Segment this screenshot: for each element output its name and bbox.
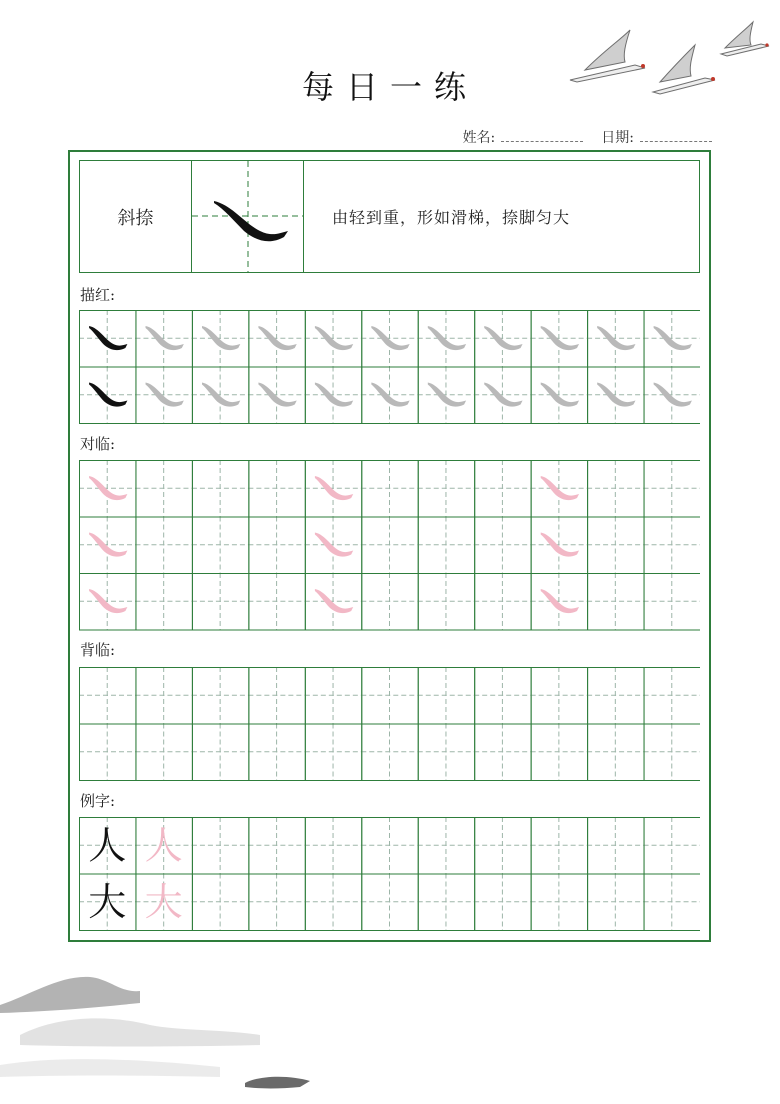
grid-cell[interactable] [305, 874, 362, 931]
grid-cell[interactable] [418, 517, 475, 574]
grid-cell[interactable] [474, 517, 531, 574]
grid-cell[interactable] [531, 367, 588, 424]
grid-cell[interactable] [79, 573, 136, 630]
grid-cell[interactable] [361, 667, 418, 724]
grid-cell[interactable] [248, 367, 305, 424]
name-blank[interactable] [501, 132, 583, 142]
grid-cell[interactable] [192, 667, 249, 724]
grid-cell[interactable] [418, 460, 475, 517]
trace-grid[interactable] [79, 310, 700, 424]
stroke-demo-glyph [192, 161, 304, 272]
grid-cell[interactable] [135, 874, 192, 931]
example-char: 人 [88, 823, 127, 868]
grid-cell[interactable] [587, 667, 644, 724]
grid-cell[interactable] [644, 310, 700, 367]
grid-cell[interactable] [361, 460, 418, 517]
grid-cell[interactable] [248, 667, 305, 724]
grid-cell[interactable] [135, 724, 192, 781]
grid-cell[interactable] [135, 667, 192, 724]
name-label: 姓名: [462, 130, 496, 146]
date-field[interactable] [601, 127, 712, 147]
grid-cell[interactable] [192, 310, 249, 367]
page-title: 每日一练 [301, 68, 478, 106]
stroke-description: 由轻到重，形如滑梯，捺脚匀大 [332, 208, 571, 227]
grid-cell[interactable] [418, 817, 475, 874]
grid-cell[interactable] [79, 874, 136, 931]
stroke-header [79, 160, 700, 273]
grid-cell[interactable] [305, 460, 362, 517]
grid-cell[interactable] [361, 573, 418, 630]
grid-cell[interactable] [474, 310, 531, 367]
grid-cell[interactable] [361, 367, 418, 424]
grid-cell[interactable] [361, 817, 418, 874]
grid-cell[interactable] [248, 573, 305, 630]
stroke-name: 斜捺 [80, 161, 192, 272]
grid-cell[interactable] [418, 573, 475, 630]
grid-cell[interactable] [644, 517, 700, 574]
grid-cell[interactable] [79, 367, 136, 424]
grid-cell[interactable] [644, 667, 700, 724]
grid-cell[interactable] [644, 573, 700, 630]
grid-cell[interactable] [361, 310, 418, 367]
grid-cell[interactable] [474, 367, 531, 424]
copy-grid[interactable] [79, 460, 700, 631]
date-blank[interactable] [640, 132, 712, 142]
grid-cell[interactable] [135, 573, 192, 630]
grid-cell[interactable] [587, 367, 644, 424]
grid-cell[interactable] [587, 573, 644, 630]
grid-cell[interactable] [531, 573, 588, 630]
recall-grid[interactable] [79, 667, 700, 781]
date-label: 日期: [601, 130, 634, 146]
grid-cell[interactable] [305, 573, 362, 630]
grid-cell[interactable] [79, 310, 136, 367]
grid-cell[interactable] [531, 460, 588, 517]
grid-cell[interactable] [531, 667, 588, 724]
grid-cell[interactable] [192, 460, 249, 517]
grid-cell[interactable] [192, 573, 249, 630]
grid-cell[interactable] [135, 310, 192, 367]
grid-cell[interactable] [248, 517, 305, 574]
example-char-trace: 大 [144, 879, 183, 924]
grid-cell[interactable] [79, 517, 136, 574]
crane-illustration [565, 10, 775, 95]
grid-cell[interactable] [192, 367, 249, 424]
grid-cell[interactable] [644, 817, 700, 874]
grid-cell[interactable] [474, 817, 531, 874]
grid-cell[interactable] [79, 724, 136, 781]
grid-cell[interactable] [192, 517, 249, 574]
grid-cell[interactable] [361, 724, 418, 781]
grid-cell[interactable] [644, 874, 700, 931]
grid-cell[interactable] [474, 667, 531, 724]
grid-cell[interactable] [418, 367, 475, 424]
grid-cell[interactable] [79, 460, 136, 517]
grid-cell[interactable] [361, 517, 418, 574]
grid-cell[interactable] [644, 460, 700, 517]
grid-cell[interactable] [305, 817, 362, 874]
grid-cell[interactable] [474, 460, 531, 517]
grid-cell[interactable] [418, 667, 475, 724]
grid-cell[interactable] [248, 874, 305, 931]
grid-cell[interactable] [418, 724, 475, 781]
grid-cell[interactable] [531, 310, 588, 367]
grid-cell[interactable] [474, 874, 531, 931]
grid-cell[interactable] [79, 817, 136, 874]
grid-cell[interactable] [192, 817, 249, 874]
grid-cell[interactable] [305, 367, 362, 424]
grid-cell[interactable] [135, 517, 192, 574]
grid-cell[interactable] [305, 310, 362, 367]
stroke-demo-cell [192, 161, 304, 272]
example-char-trace: 人 [144, 823, 183, 868]
grid-cell[interactable] [192, 874, 249, 931]
grid-cell[interactable] [531, 874, 588, 931]
grid-cell[interactable] [587, 460, 644, 517]
grid-cell[interactable] [305, 667, 362, 724]
section-label-recall: 背临: [80, 641, 116, 659]
grid-cell[interactable] [531, 517, 588, 574]
grid-cell[interactable] [587, 517, 644, 574]
grid-cell[interactable] [531, 724, 588, 781]
grid-cell[interactable] [474, 724, 531, 781]
grid-cell[interactable] [644, 367, 700, 424]
student-info [463, 127, 712, 147]
grid-cell[interactable] [305, 724, 362, 781]
section-label-copy: 对临: [80, 435, 116, 453]
landscape-illustration [0, 955, 330, 1104]
examples-grid[interactable] [79, 817, 700, 931]
grid-cell[interactable] [248, 310, 305, 367]
grid-cell[interactable] [418, 874, 475, 931]
grid-cell[interactable] [135, 817, 192, 874]
grid-cell[interactable] [361, 874, 418, 931]
grid-cell[interactable] [587, 874, 644, 931]
grid-cell[interactable] [248, 460, 305, 517]
grid-cell[interactable] [644, 724, 700, 781]
grid-cell[interactable] [474, 573, 531, 630]
grid-cell[interactable] [587, 817, 644, 874]
grid-cell[interactable] [248, 724, 305, 781]
section-label-examples: 例字: [80, 792, 116, 810]
grid-cell[interactable] [587, 724, 644, 781]
grid-cell[interactable] [192, 724, 249, 781]
grid-cell[interactable] [248, 817, 305, 874]
grid-cell[interactable] [135, 460, 192, 517]
grid-cell[interactable] [587, 310, 644, 367]
grid-cell[interactable] [305, 517, 362, 574]
grid-cell[interactable] [418, 310, 475, 367]
grid-cell[interactable] [79, 667, 136, 724]
example-char: 大 [88, 879, 127, 924]
section-label-trace: 描红: [80, 286, 116, 304]
grid-cell[interactable] [135, 367, 192, 424]
name-field[interactable] [463, 127, 584, 147]
grid-cell[interactable] [531, 817, 588, 874]
